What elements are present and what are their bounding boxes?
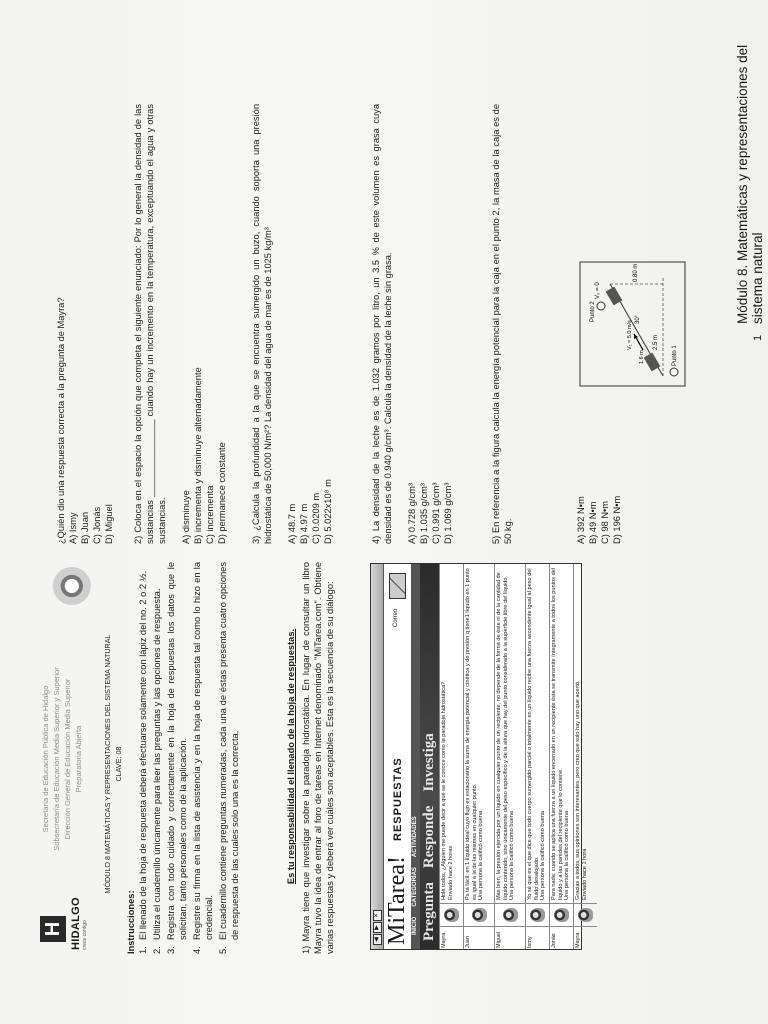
institution-line: Subsecretaría de Educación Media Superior y Superior (52, 667, 61, 851)
forum-brand: MiTarea! (384, 856, 410, 945)
question-1-prompt: ¿Quién dio una respuesta correcta a la pregunta de Mayra? (56, 297, 66, 544)
post-meta: Enviado hace 2 horas (447, 845, 454, 900)
answer-option: C) incrementa (205, 485, 215, 544)
initial-velocity-label: V₀ = 0 (595, 282, 601, 299)
answer-option: D) 196 N•m (612, 495, 622, 544)
answer-option: A) 0.728 g/cm³ (407, 483, 417, 544)
banner-word: Responde (421, 805, 437, 869)
answer-option: B) 4.97 m (299, 503, 309, 544)
footer-title: Módulo 8. Matemáticas y representaciones del sistema natural (735, 44, 765, 324)
hidalgo-logo: H (40, 916, 66, 942)
answer-option: D) 5.022x10⁸ m (323, 479, 333, 544)
answer-option: C) 98 N•m (600, 500, 610, 544)
instruction-number: 4. (192, 946, 202, 954)
question-2-text: 2) Coloca en el espacio la opción que completa el siguiente enunciado: Por lo general la densidad de las sustancias _______________ cuando hay un incremento en la temperatura, exceptuando el agua y otras sustancias. (133, 104, 167, 544)
height-label: 0.80 m (633, 263, 639, 282)
post-meta: Una persona la calificó como buena (564, 811, 571, 900)
banner-word: Investiga (421, 733, 437, 792)
answer-option: D) 1.069 g/cm³ (443, 482, 453, 544)
logo-subtext: crece contigo (82, 920, 88, 950)
question-1-text: 1) Mayra tiene que investigar sobre la paradoja hidrostática. En lugar de consultar un libro Mayra tuvo la idea de entrar al foro de tareas en Internet denominado "MiTarea.com". Obtiene varias respuestas y deberá ver cuáles son aceptables. Esta es la secuencia de su diálogo: (301, 562, 335, 954)
forward-icon: ▶ (373, 922, 382, 933)
instruction-number: 3. (166, 946, 176, 954)
institution-line: Secretaría de Educación Pública de Hidalgo (41, 685, 50, 833)
answer-option: D) permanece constante (217, 442, 227, 544)
post-text: Yo sé que es el que dice que todo cuerpo sumergido parcial o totalmente en un líquido recibe una fuerza ascendente igual al peso del fluido desalojado. (527, 568, 540, 900)
answer-option: C) Jonás (92, 506, 102, 544)
module-title: MÓDULO 8 MATEMÁTICAS Y REPRESENTACIONES DEL SISTEMA NATURAL (103, 634, 112, 894)
answer-option: B) 1.035 g/cm³ (419, 483, 429, 544)
post-author: Mayra (440, 926, 463, 949)
instruction-number: 5. (218, 946, 228, 954)
answer-option: A) 392 N•m (576, 496, 586, 544)
instruction-text: El cuadernillo contiene preguntas numeradas, cada una de éstas presenta cuatro opciones de respuesta de las cuales solo una es la correcta. (218, 562, 240, 940)
answer-option: A) Ismy (68, 512, 78, 544)
back-icon: ◀ (373, 934, 382, 945)
answer-option: B) incrementa y disminuye alternadamente (193, 367, 203, 544)
answer-option: C) 0.0209 m (311, 492, 321, 544)
instruction-text: Utiliza el cuadernillo únicamente para leer las preguntas y las opciones de respuesta. (152, 588, 162, 940)
answer-option: B) Juan (80, 511, 90, 544)
answer-option: A) 48.7 m (287, 503, 297, 544)
logo-text: HIDALGO (70, 897, 82, 950)
angle-label: 30° (635, 314, 641, 324)
post-text: Mas bien, la presión ejercida por un líquido en cualquier punto de un recipiente, no depende de la forma de éste ni de la cantidad de líquido contenido, sino únicamente del peso específico y de la altura que hay del punto considerado a la superficie libre del líquido. (496, 572, 509, 900)
answer-option: B) 49 N•m (588, 501, 598, 544)
forum-section: RESPUESTAS (392, 757, 404, 841)
post-meta: Una persona la calificó como buena (540, 811, 547, 900)
module-key: CLAVE: 08 (114, 746, 123, 782)
post-author: Juan (464, 926, 494, 949)
answer-option: A) disminuye (181, 490, 191, 544)
post-author: Mayra (574, 926, 597, 949)
post-text: Para nada: cuando se aplica una fuerza a un líquido encerrado en un recipiente ésta se transmite íntegramente a todos los puntos del líquido y a las paredes del recipiente que lo contiene. (551, 567, 564, 900)
post-author: Miguel (495, 926, 525, 949)
post-text: Ps tá fácil: en 1 líquido ideal cuyo flujo es estacionario la suma de energía potencial y cinética y de presión q tiene1 líquido en 1 punto es igual a la de las mismas en cualquier punto. (465, 568, 478, 900)
side-label: 1.6 m (639, 350, 645, 364)
banner-word: Pregunta (421, 882, 437, 941)
page-number: 1 (752, 334, 764, 341)
post-text: Hola todos, ¿Alguien me puede decir a qué se le conoce como la paradoja hidrostática? (441, 681, 447, 900)
nav-item: CATEGORÍAS (412, 867, 418, 907)
post-author: Ismy (526, 926, 549, 949)
responsibility-note: Es tu responsabilidad el llenado de la hoja de respuestas. (286, 628, 296, 885)
instruction-text: El llenado de la hoja de respuesta deberá efectuarse solamente con lápiz del no. 2 o 2 ½. (138, 570, 148, 940)
instruction-number: 1. (138, 946, 148, 954)
post-meta: Una persona la calificó como buena (509, 811, 516, 900)
instruction-text: Registra con todo cuidado y correctamente en la hoja de respuestas los datos que le solicitan, tanto personales como de la aplicación. (166, 562, 188, 940)
post-meta: Enviado hace 1 hora (581, 848, 588, 900)
mail-label: Correo (393, 608, 399, 627)
answer-option: D) Miguel (104, 504, 114, 544)
question-5-text: 5) En referencia a la figura calcula la energía potencial para la caja en el punto 2, la masa de la caja es de 50 kg. (491, 104, 513, 544)
answer-option: C) 0.991 g/cm³ (431, 482, 441, 544)
post-author: Jonás (550, 926, 573, 949)
post-meta: Una persona la calificó como buena (478, 811, 485, 900)
point-1-label: Punto 1 (672, 345, 678, 366)
instruction-text: Registre su firma en la lista de asistencia y en la hoja de respuesta tal como lo hizo en la credencial. (192, 562, 214, 940)
post-text: Gracias a todos, sus opiniones son interesantes, pero creo que solo hay uno que acertó. (575, 680, 581, 900)
institution-line: Dirección General de Educación Media Superior (63, 678, 72, 840)
instruction-number: 2. (152, 946, 162, 954)
question-4-text: 4) La densidad de la leche es de 1.032 gramos por litro, un 3.5 % de este volumen es grasa cuya densidad es de 0.940 g/cm³. Calcula la densidad de la leche sin grasa. (371, 104, 393, 544)
velocity-label: V₁ = 5.0 m/s (627, 320, 633, 350)
nav-item: INICIO (412, 916, 418, 935)
point-2-label: Punto 2 (590, 301, 596, 322)
distance-label: 2.5 m (653, 334, 659, 350)
nav-item: ACTIVIDADES (412, 816, 418, 858)
institution-line: Preparatoria Abierta (74, 725, 83, 793)
question-3-text: 3) ¿Calcula la profundidad a la que se encuentra sumergido un buzo, cuando soporta una presión hidrostática de 50,000 N/m²? La densidad del agua de mar es de 1025 kg/m³ (251, 104, 273, 544)
close-icon: ✕ (373, 910, 382, 921)
instructions-title: Instrucciones: (126, 890, 136, 954)
